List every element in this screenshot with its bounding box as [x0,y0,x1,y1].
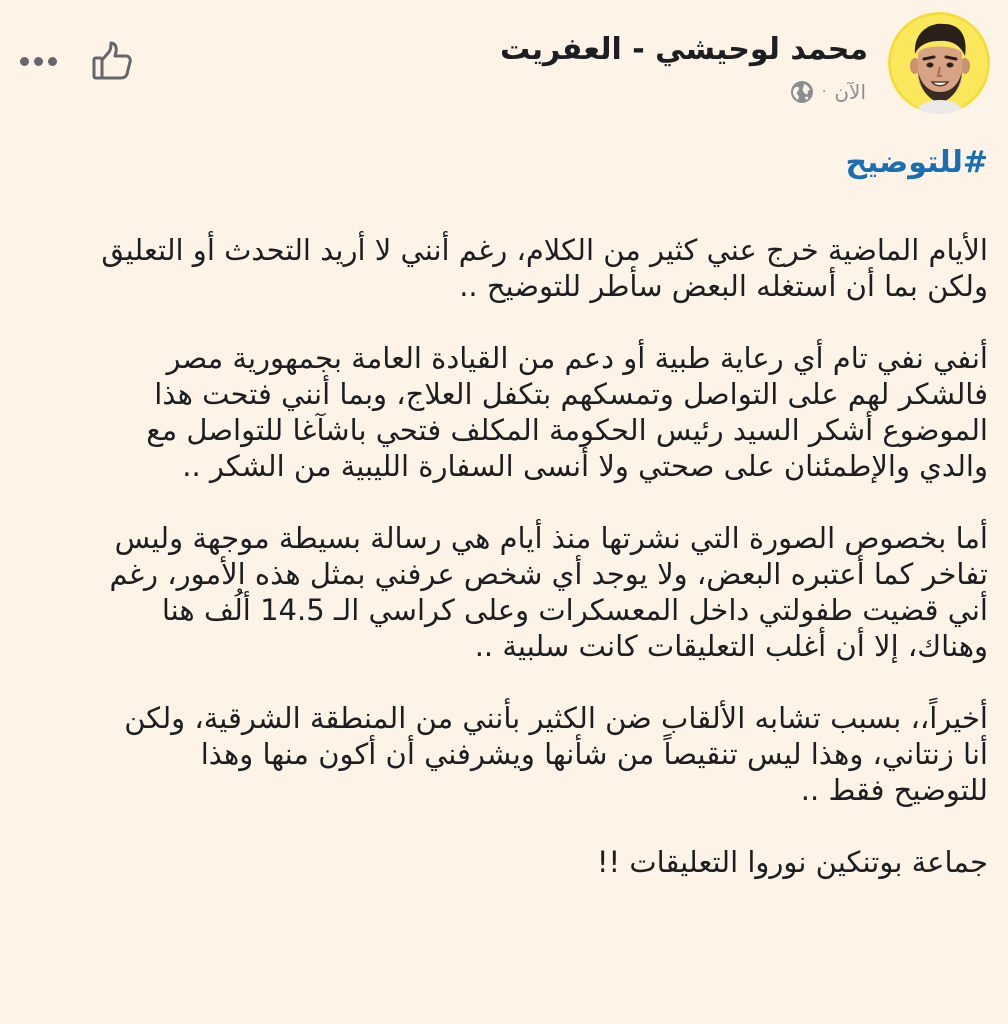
post-paragraph [20,232,988,304]
post-line: والدي والإطمئنان على صحتي ولا أنسى السفارة الليبية من الشكر .. [182,449,988,483]
post-line: الأيام الماضية خرج عني كثير من الكلام، رغم أنني لا أريد التحدث أو التعليق [101,233,988,267]
post-line: جماعة بوتنكين نوروا التعليقات !! [596,845,988,879]
post-line: الموضوع أشكر السيد رئيس الحكومة المكلف فتحي باشآغا للتواصل مع [146,413,988,447]
author-name[interactable]: محمد لوحيشي - العفريت [500,32,868,67]
post-line: وهناك، إلا أن أغلب التعليقات كانت سلبية .. [474,629,988,663]
post-line: أما بخصوص الصورة التي نشرتها منذ أيام هي رسالة بسيطة موجهة وليس [114,521,988,555]
post-paragraph [20,520,988,664]
header-actions [20,40,133,82]
post-body [20,232,988,880]
hashtag-link[interactable]: #للتوضيح [845,145,988,180]
post-time[interactable]: الآن [834,80,866,104]
post-line: تفاخر كما أعتبره البعض، ولا يوجد أي شخص عرفني بمثل هذه الأمور، رغم [109,557,988,591]
post-line: أنفي نفي تام أي رعاية طبية أو دعم من القيادة العامة بجمهورية مصر [166,341,988,375]
post-paragraph [20,340,988,484]
post-line: أنا زنتاني، وهذا ليس تنقيصاً من شأنها ويشرفني أن أكون منها وهذا [200,737,988,771]
post-line: للتوضيح فقط .. [800,773,988,807]
post-line: أخيراً،، بسبب تشابه الألقاب ضن الكثير بأنني من المنطقة الشرقية، ولكن [124,701,988,735]
post-line: ولكن بما أن أستغله البعض سأطر للتوضيح .. [459,269,988,303]
avatar-cartoon-face-icon [888,12,990,114]
globe-icon [790,80,814,104]
post-paragraph [20,700,988,808]
post-line: أني قضيت طفولتي داخل المعسكرات وعلى كراسي الـ 14.5 ألُف هنا [161,593,988,627]
post-meta [790,80,866,104]
meta-separator: · [821,84,827,100]
post-line: فالشكر لهم على التواصل وتمسكهم بتكفل العلاج، وبما أنني فتحت هذا [154,377,988,411]
post-paragraph [20,844,988,880]
avatar[interactable] [888,12,990,114]
post-header [20,12,990,122]
more-options-icon[interactable] [20,57,57,66]
like-icon[interactable] [91,40,133,82]
